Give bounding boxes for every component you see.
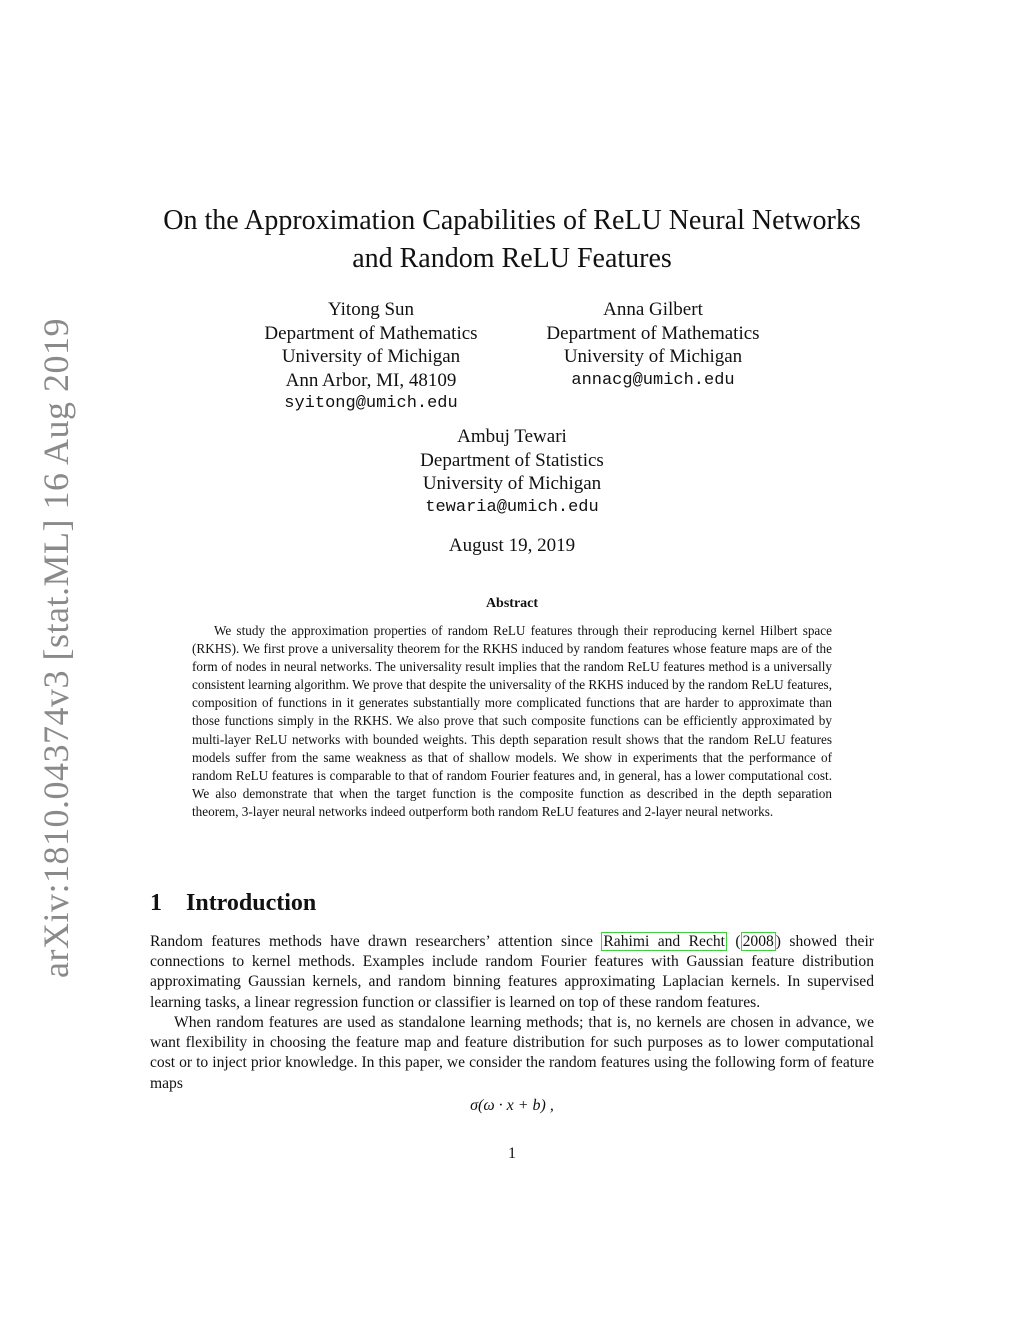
author-block-sun (231, 298, 511, 416)
abstract-text: We study the approximation properties of random ReLU features through their reproducing kernel Hilbert space (RKHS). We first prove a universality theorem for the RKHS induced by random features whose feature maps are of the form of nodes in neural networks. The universality result implies that the random ReLU features method is a universally consistent learning algorithm. We prove that despite the universality of the RKHS induced by the random ReLU features, composition of functions in it generates substantially more complicated functions that are harder to approximate than those functions simply in the RKHS. We also prove that such composite functions can be efficiently approximated by multi-layer ReLU networks with bounded weights. This depth separation result shows that the random ReLU features models suffer from the same weakness as that of shallow models. We show in experiments that the performance of random ReLU features is comparable to that of random Fourier features and, in general, has a lower computational cost. We also demonstrate that when the target function is the composite function as described in the depth separation theorem, 3-layer neural networks indeed outperform both random ReLU features and 2-layer neural networks. (192, 623, 832, 819)
introduction-paragraph-1 (150, 932, 874, 1013)
paragraph-text: showed their connections to kernel methods. Examples include random Fourier features with Gaussian feature distribution approximating Gaussian kernels, and random binning features approximating Laplacian kernels. In supervised learning tasks, a linear regression function or classifier is learned on top of these random features. (150, 933, 874, 1011)
author-block-gilbert (513, 298, 793, 392)
paper-title (0, 202, 1024, 278)
author-department: Department of Mathematics (546, 322, 760, 344)
author-email[interactable]: tewaria@umich.edu (425, 497, 599, 517)
title-line-1: On the Approximation Capabilities of ReLU Neural Networks (163, 205, 861, 236)
feature-map-equation: σ(ω · x + b) , (470, 1097, 554, 1114)
author-address: Ann Arbor, MI, 48109 (285, 369, 457, 391)
section-number: 1 (150, 890, 162, 916)
author-name: Ambuj Tewari (457, 426, 567, 447)
page-number: 1 (508, 1145, 516, 1162)
citation-link-year[interactable]: 2008 (742, 933, 774, 950)
citation-link-authors[interactable]: Rahimi and Recht (603, 933, 725, 950)
section-heading-introduction (150, 888, 316, 918)
title-line-2: and Random ReLU Features (352, 243, 672, 274)
author-university: University of Michigan (422, 473, 602, 494)
introduction-paragraph-2: When random features are used as standalone learning methods; that is, no kernels are chosen in advance, we want flexibility in choosing the feature map and feature distribution for such purposes as to lower computational cost or to inject prior knowledge. In this paper, we consider the random features using the following form of feature maps (150, 1014, 874, 1092)
abstract-heading: Abstract (485, 596, 539, 611)
arxiv-identifier: arXiv:1810.04374v3 [stat.ML] 16 Aug 2019 (36, 318, 76, 978)
author-name: Yitong Sun (327, 299, 415, 320)
author-email[interactable]: syitong@umich.edu (284, 394, 458, 413)
author-university: University of Michigan (563, 346, 743, 367)
paragraph-text: Random features methods have drawn researchers’ attention since (150, 933, 602, 950)
author-university: University of Michigan (281, 346, 461, 367)
author-email[interactable]: annacg@umich.edu (571, 370, 735, 390)
author-block-tewari (0, 425, 1024, 519)
author-department: Department of Statistics (420, 449, 604, 471)
citation-paren-open: ( (727, 933, 741, 950)
author-name: Anna Gilbert (603, 299, 703, 320)
section-title: Introduction (186, 890, 317, 916)
citation-paren-close: ) (775, 933, 781, 950)
author-department: Department of Mathematics (264, 322, 478, 344)
paper-date: August 19, 2019 (448, 535, 576, 556)
